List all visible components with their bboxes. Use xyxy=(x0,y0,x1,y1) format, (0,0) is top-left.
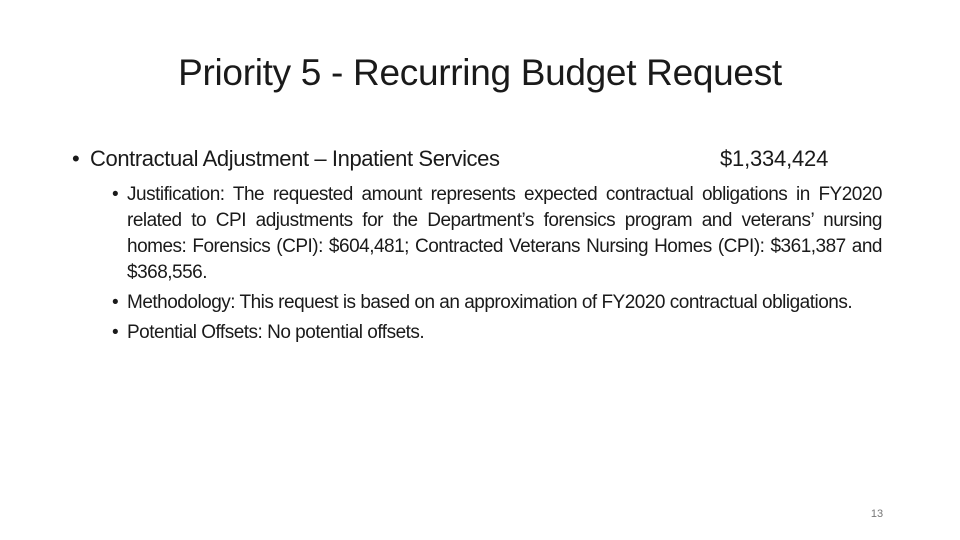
bullet-icon: • xyxy=(112,292,119,313)
main-bullet-item xyxy=(72,146,892,172)
sub-item-justification xyxy=(112,182,882,286)
page-number: 13 xyxy=(870,508,884,520)
sub-item-offsets xyxy=(112,320,882,346)
sub-item-text: Potential Offsets: No potential offsets. xyxy=(127,322,425,343)
main-item-amount: $1,334,424 xyxy=(720,146,829,171)
main-item-label: Contractual Adjustment – Inpatient Services xyxy=(90,146,500,171)
sub-item-methodology xyxy=(112,290,882,316)
bullet-icon: • xyxy=(72,146,80,171)
bullet-icon: • xyxy=(112,184,119,205)
bullet-icon: • xyxy=(112,322,119,343)
sub-item-text: Justification: The requested amount represents expected contractual obligations in FY2020 related to CPI adjustments for the Department’s forensics program and veterans’ nursing homes: Forensics (CPI): $604,481; Contracted Veterans Nursing Homes (CPI): $361,387 and $368,556. xyxy=(127,184,882,283)
slide-title: Priority 5 - Recurring Budget Request xyxy=(178,52,782,93)
sub-item-text: Methodology: This request is based on an approximation of FY2020 contractual obligations. xyxy=(127,292,853,313)
sub-bullet-list xyxy=(112,182,882,346)
